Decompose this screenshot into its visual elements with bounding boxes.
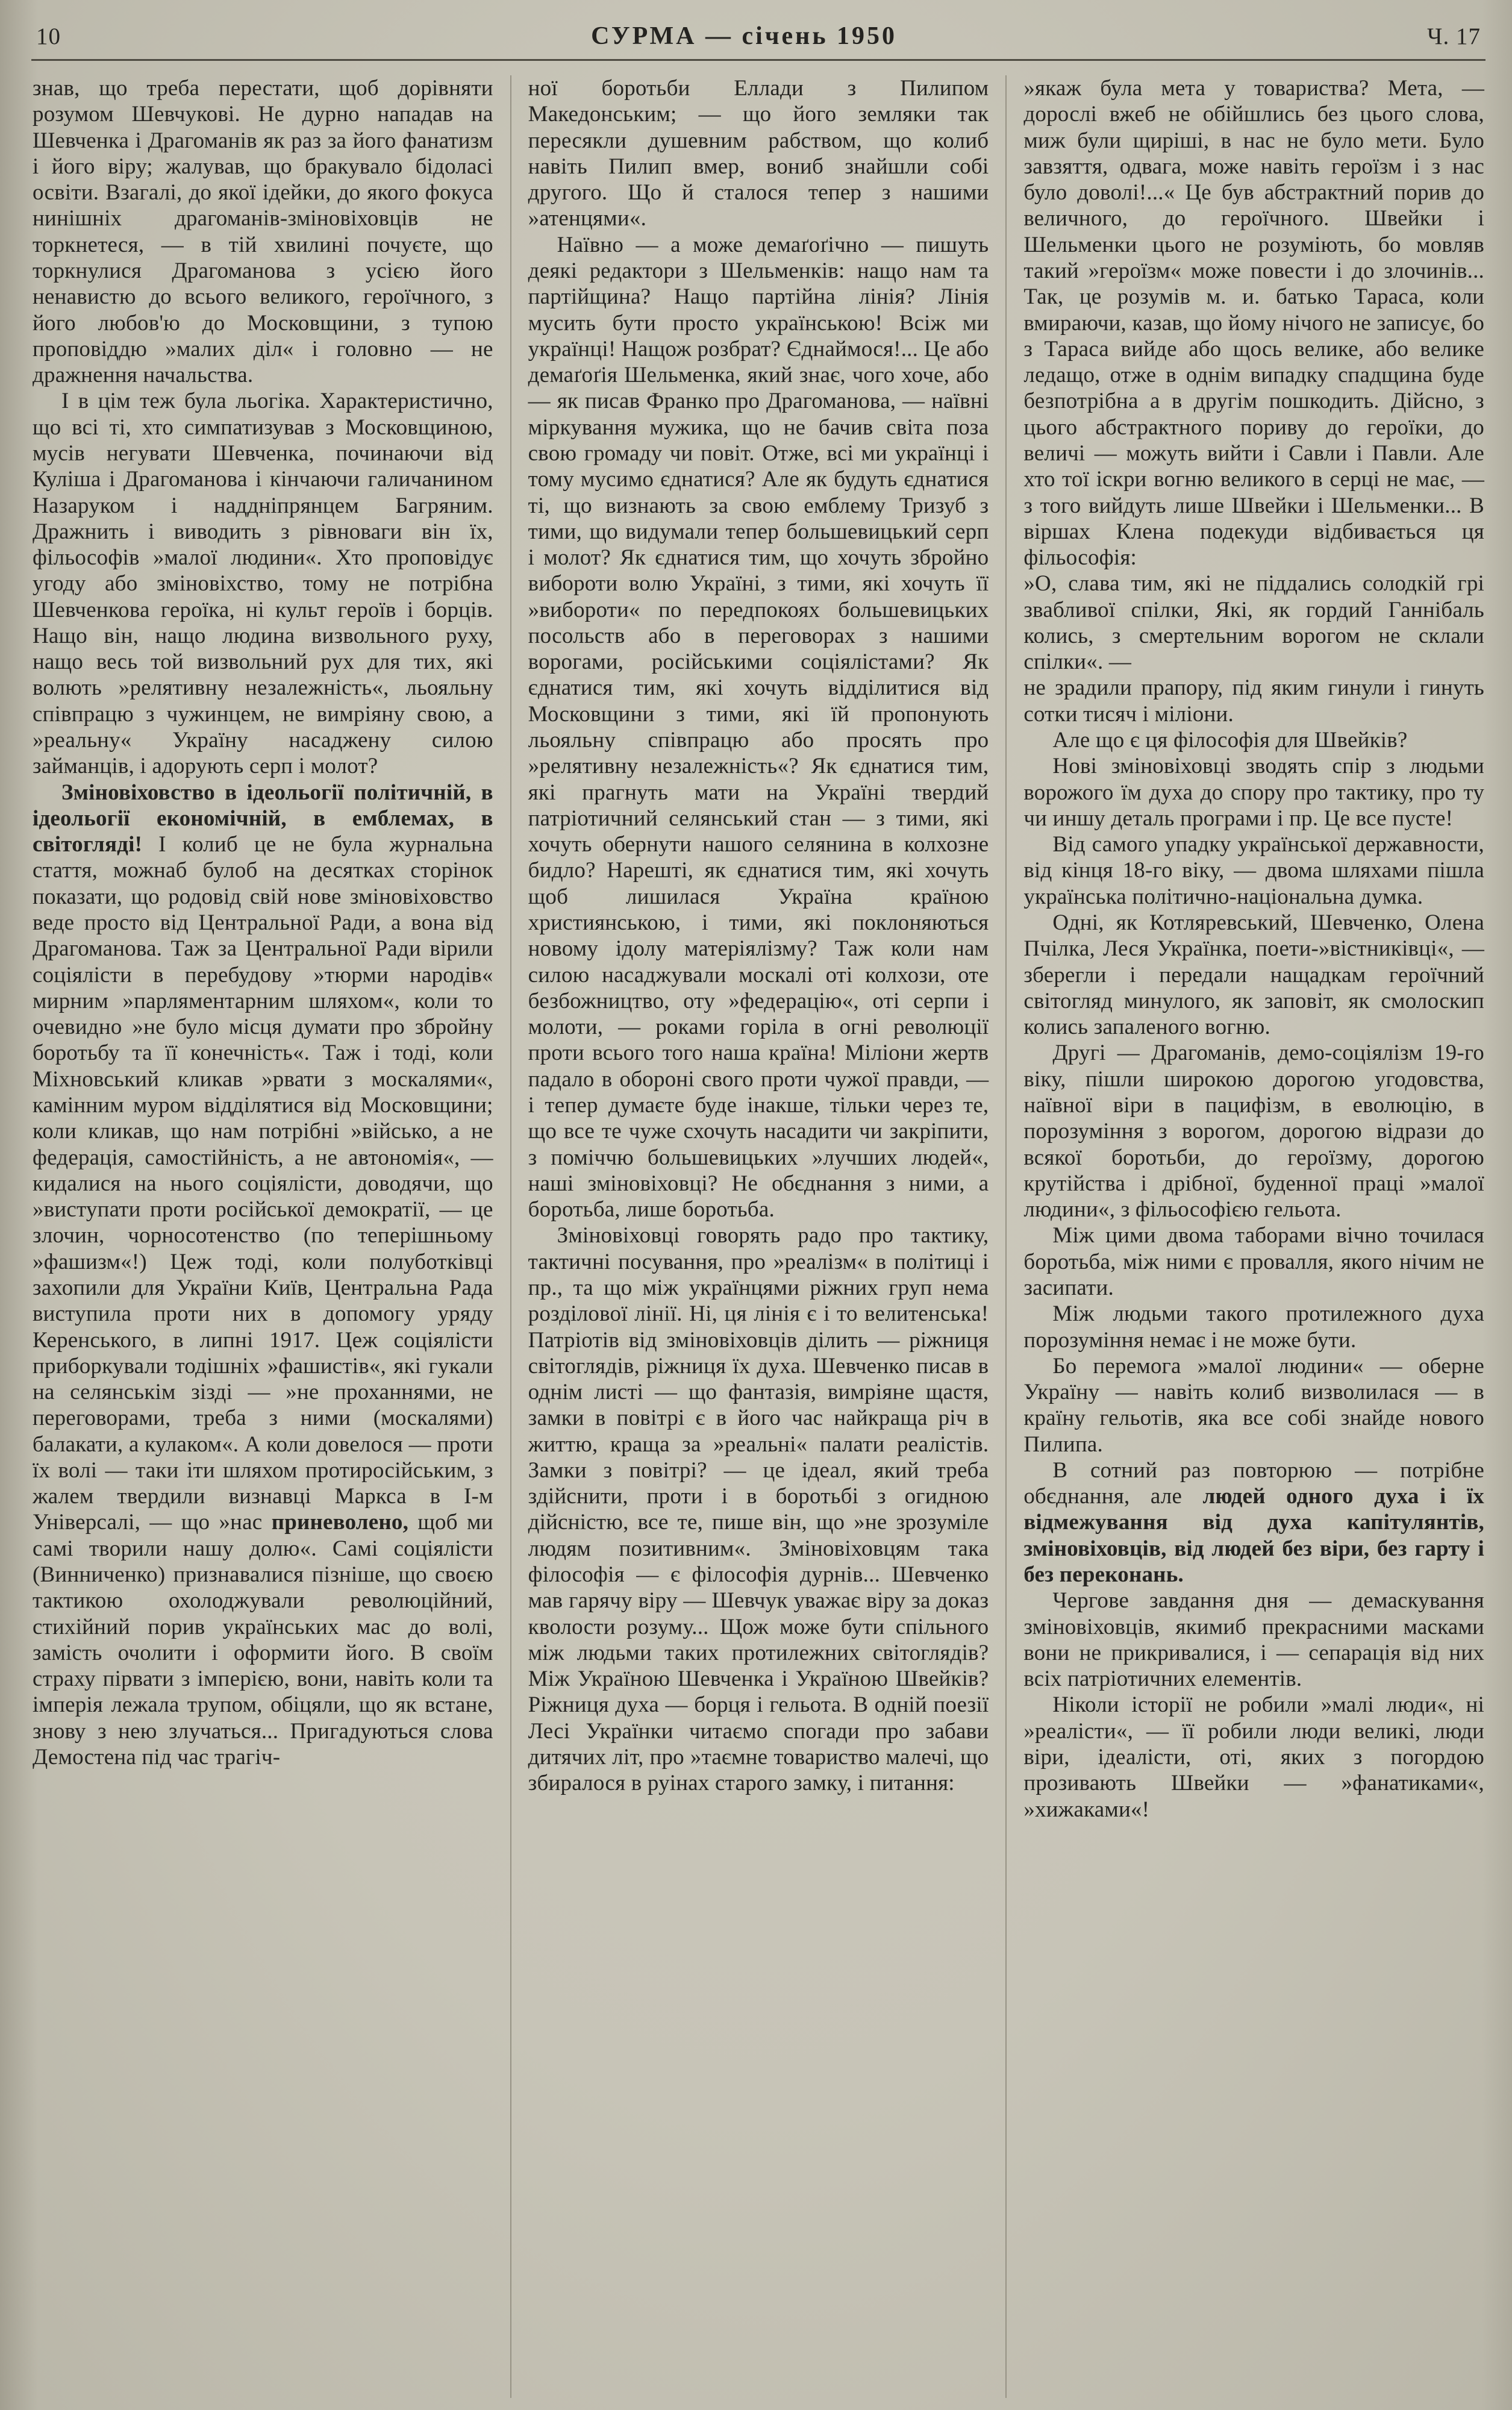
paragraph: Нові зміновіховці зводять спір з людьми ворожого їм духа до спору про тактику, про ту чи иншу деталь програми і пр. Це все пусте! <box>1023 754 1485 831</box>
paragraph: Від самого упадку української державности, від кінця 18-го віку, — двома шляхами пішла українська політично-національна думка. <box>1023 832 1485 909</box>
page-number: 10 <box>36 23 61 49</box>
paragraph: Наївно — а може демаґоґічно — пишуть деякі редактори з Шельменків: нащо нам та партійщина? Нащо партійна лінія? Лінія мусить бути просто українською! Всіж ми українці! Нащож розбрат? Єднаймося!... Це або демаґоґія Шельменка, який знає, чого хоче, або — як писав Франко про Драгоманова, — наївні міркування мужика, що не бачив світа поза свою громаду чи повіт. Отже, всі ми українці і тому мусимо єднатися? Але як будуть єднатися ті, що визнають за свою емблему Тризуб з тими, що видумали тепер большевицький серп і молот? Як єднатися тим, що хочуть збройно вибороти волю Україні, з тими, які хочуть її »вибороти« по передпокоях большевицьких посольств або в переговорах з нашими ворогами, російськими соціялістами? Як єднатися тим, які хочуть відділитися від Московщини з тими, які їй пропонують льояльну співпрацю або просять про »релятивну незалежність«? Як єднатися тим, які прагнуть мати на Україні твердий патріотичний селянський стан — з тими, які хочуть обернути нашого селянина в колхозне бидло? Нарешті, як єднатися тим, які хочуть щоб лишилася Україна країною християнською, і тими, які поклоняються новому ідолу матеріялізму? Таж коли нам силою насаджували москалі оті колхози, оте безбожництво, оту »федерацію«, оті серпи і молоти, — роками горіла в огні революції проти всього того наша країна! Міліони жертв падало в обороні свого проти чужої правди, — і тепер думаєте буде інакше, тільки через те, що все те чуже схочуть насадити чи закріпити, з поміччю большевицьких »лучших людей«, наші зміновіховці? Не обєднання з ними, а боротьба, лише боротьба. <box>528 232 989 1222</box>
paragraph: ної боротьби Еллади з Пилипом Македонським; — що його земляки так пересякли душевним рабством, що колиб навіть Пилип вмер, вониб знайшли собі другого. Що й сталося тепер з нашими »атенцями«. <box>528 76 989 231</box>
paragraph: »якаж була мета у товариства? Мета, — дорослі вжеб не обійшлись без цього слова, миж були щиріші, в нас не було мети. Було завзяття, одвага, може навіть героїзм і з нас було доволі!...« Це був абстрактний порив до величного, до героїчного. Швейки і Шельменки цього не розуміють, бо мовляв такий »героїзм« може повести і до злочинів... Так, це розумів м. и. батько Тараса, коли вмираючи, казав, що йому нічого не записує, бо з Тараса вийде або щось велике, або велике ледащо, отже в однім випадку спадщина буде безпотрібна а в другім пошкодить. Дійсно, з цього абстрактного пориву до героїки, до величі — можуть вийти і Савли і Павли. Але хто тої іскри вогню великого в серці не має, — з того вийдуть лише Швейки і Шельменки... В віршах Клена подекуди відбивається ця фільософія: <box>1023 76 1485 571</box>
paragraph: Ніколи історії не робили »малі люди«, ні »реалісти«, — її робили люди великі, люди віри, ідеалісти, оті, яких з погордою прозивають Швейки — »фанатиками«, »хижаками«! <box>1023 1692 1485 1822</box>
paragraph: Одні, як Котляревський, Шевченко, Олена Пчілка, Леся Українка, поети-»вістниківці«, — зберегли і передали нащадкам героїчний світогляд минулого, як заповіт, як смолоскип колись запаленого вогню. <box>1023 910 1485 1040</box>
paragraph: Але що є ця філософія для Швейків? <box>1052 728 1408 753</box>
paragraph: Другі — Драгоманів, демо-соціялізм 19-го віку, пішли широкою дорогою угодовства, наївної віри в пацифізм, в еволюцію, в порозуміння з ворогом, дорогою відрази до всякої боротьби, до героїзму, дорогою крутійства і дрібної, буденної праці »малої людини«, з фільософією гельота. <box>1023 1041 1485 1222</box>
column-2 <box>510 75 1006 2398</box>
paragraph: І в цім теж була льогіка. Характеристично, що всі ті, хто симпатизував з Московщиною, мусів негувати Шевченка, починаючи від Куліша і Драгоманова і кінчаючи галичанином Назаруком і наддніпрянцем Багряним. Дражнить і виводить з рівноваги він їх, фільософів »малої людини«. Хто проповідує угоду або зміновіхство, тому не потрібна Шевченкова героїка, ні культ героїв і борців. Нащо він, нащо людина визвольного руху, нащо весь той визвольний рух для тих, які волють »релятивну незалежність«, льояльну співпрацю з чужинцем, не вимріяну свою, а »реальну« Україну насаджену силою займанців, і адорують серп і молот? <box>33 389 493 779</box>
paragraph: Зміновіховці говорять радо про тактику, тактичні посування, про »реалізм« в політиці і пр., та що між українцями ріжних груп нема розділової лінії. Ні, ця лінія є і то велитенська! Патріотів від зміновіховців ділить — ріжниця світоглядів, ріжниця їх духа. Шевченко писав в однім листі — що фантазія, вимріяне щастя, замки в повітрі є в його час найкраща річ в життю, краща за »реальні« палати реалістів. Замки з повітрі? — це ідеал, який треба здійснити, проти і в боротьбі з огидною дійсністю, все те, пише він, що »не зрозуміле людям позитивним«. Зміновіховцям така філософія — є філософія дурнів... Шевченко мав гарячу віру — Шевчук уважає віру за доказ кволости розуму... Щож може бути спільного між людьми таких протилежних світоглядів? Між Україною Шевченка і Україною Швейків? Ріжниця духа — борця і гельота. В одній поезії Лесі Українки читаємо спогади про забави дитячих літ, про »таємне товариство малечі, що збиралося в руінах старого замку, і питання: <box>528 1223 989 1796</box>
paragraph: Чергове завдання дня — демаскування зміновіховців, якимиб прекрасними масками вони не прикривалися, і — сепарація від них всіх патріотичних елементів. <box>1023 1588 1485 1692</box>
paragraph: Між цими двома таборами вічно точилася боротьба, між ними є провалля, якого нічим не засипати. <box>1023 1223 1485 1300</box>
page-header <box>31 18 1485 61</box>
paragraph: Між людьми такого протилежного духа порозуміння немає і не може бути. <box>1023 1301 1485 1353</box>
paragraph: не зрадили прапору, під яким гинули і гинуть сотки тисяч і міліони. <box>1023 675 1485 727</box>
paragraph: Бо перемога »малої людини« — оберне Україну — навіть колиб визволилася — в країну гельотів, яка все собі знайде нового Пилипа. <box>1023 1353 1485 1457</box>
paragraph: знав, що треба перестати, щоб дорівняти розумом Шевчукові. Не дурно нападав на Шевченка і Драгоманів як раз за його фанатизм і його віру; жалував, що бракувало бідоласі освіти. Взагалі, до якої ідейки, до якого фокуса нинішніх драгоманів-зміновіховців не торкнетеся, — в тій хвилині почуєте, що торкнулися Драгоманова з усією його ненавистю до всього великого, героїчного, з його любов'ю до Московщини, з тупою проповіддю »малих діл« і головно — не дражнення начальства. <box>33 76 493 388</box>
issue-number: Ч. 17 <box>1427 23 1481 49</box>
article-columns <box>31 75 1485 2398</box>
masthead-title: СУРМА — січень 1950 <box>591 22 898 50</box>
paragraph: »О, слава тим, які не піддались солодкій грі звабливої спілки, Які, як гордий Ганнібаль колись, з смертельним ворогом не склали спілки«. — <box>1023 571 1485 675</box>
column-1 <box>31 75 510 2398</box>
paragraph: В сотний раз повторюю — потрібне обєднання, але людей одного духа і їх відмежування від духа капітулянтів, зміновіховців, від людей без віри, без гарту і без переконань. <box>1023 1457 1485 1588</box>
column-3 <box>1005 75 1485 2398</box>
paragraph: Зміновіховство в ідеольогії політичній, в ідеольогії економічній, в емблемах, в світогляді! І колиб це не була журнальна стаття, можнаб булоб на десятках сторінок показати, що родовід свій нове зміновіховство веде просто від Центральної Ради, а вона від Драгоманова. Таж за Центральної Ради вірили соціялісти в перебудову »тюрми народів« мирним »парляментарним шляхом«, коли то очевидно »не було місця думати про збройну боротьбу та її конечність«. Таж і тоді, коли Міхновський кликав »рвати з москалями«, камінним муром відділятися від Московщини; коли кликав, що нам потрібні »військо, а не федерація, самостійність, а не автономія«, — кидалися на нього соціялісти, доводячи, що »виступати проти російської демократії, — це злочин, чорносотенство (по теперішньому »фашизм«!) Цеж тоді, коли полуботківці захопили для України Київ, Центральна Рада виступила проти них в допомогу уряду Керенського, в липні 1917. Цеж соціялісти приборкували тодішніх »фашистів«, які гукали на селянськім зізді — »не проханнями, не переговорами, треба з ними (москалями) балакати, а кулаком«. А коли довелося — проти їх волі — таки іти шляхом протиросійським, з жалем твердили визнавці Маркса в І-м Універсалі, — що »нас приневолено, щоб ми самі творили нашу долю«. Самі соціялісти (Винниченко) признавалися пізніше, що своєю тактикою охолоджували революційний, стихійний порив українських мас до волі, замість очолити і оформити його. В своїм страху пірвати з імперією, вони, навіть коли та імперія лежала трупом, обіцяли, що як встане, знову з нею злучаться... Пригадуються слова Демостена під час трагіч- <box>33 780 493 1770</box>
